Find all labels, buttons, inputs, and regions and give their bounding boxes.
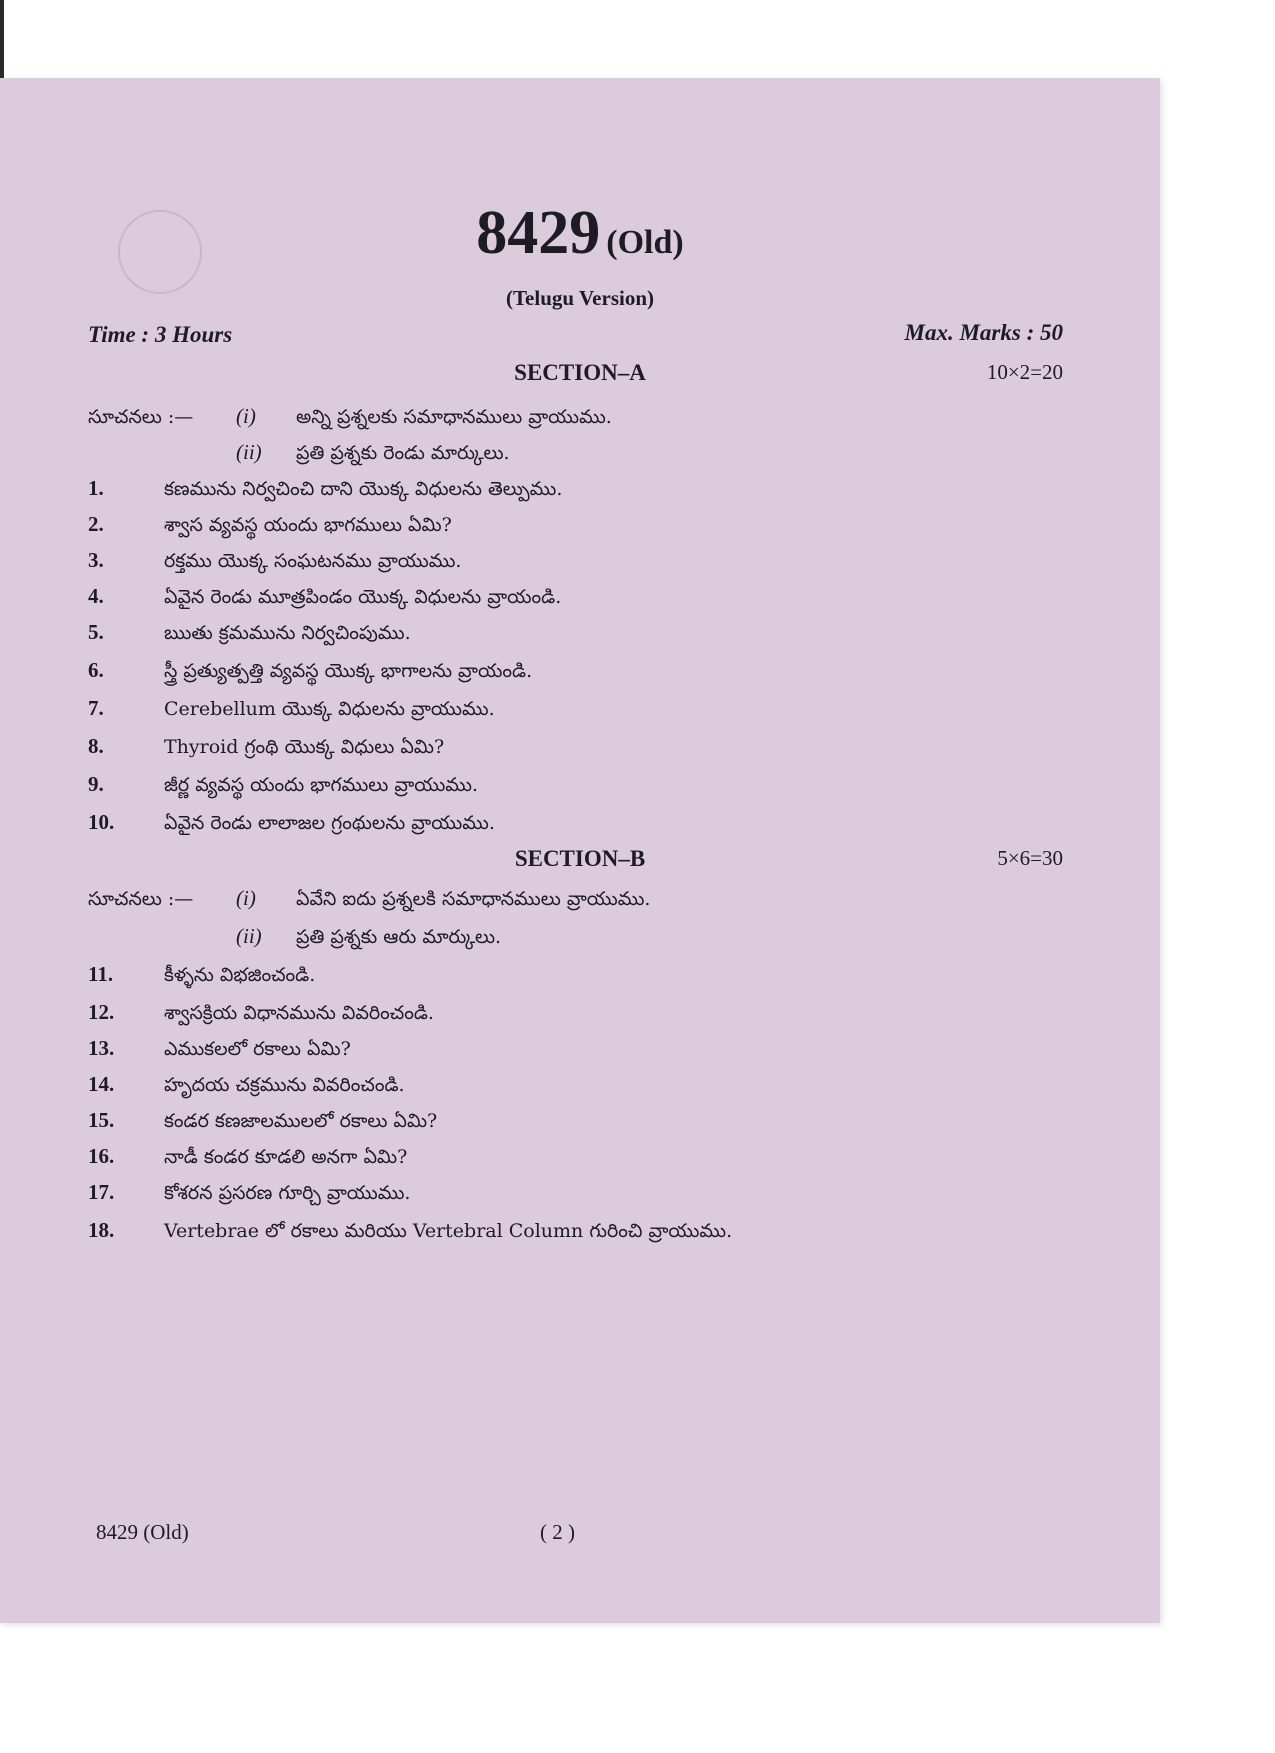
question-item (88, 1218, 732, 1247)
question-number: 1. (88, 476, 104, 500)
question-number: 13. (88, 1036, 115, 1060)
instruction-text: ఏవేని ఐదు ప్రశ్నలకి సమాధానములు వ్రాయుము. (296, 888, 651, 910)
question-item (88, 1108, 437, 1137)
question-item (88, 476, 562, 505)
paper-code-suffix: (Old) (606, 224, 684, 261)
section-b-heading: SECTION–B (514, 846, 646, 871)
paper-code: 8429 (476, 199, 601, 267)
section-a-instruction-2 (236, 440, 510, 469)
question-item (88, 620, 411, 649)
question-item (88, 1072, 405, 1101)
question-number: 4. (88, 584, 104, 608)
question-text: శ్వాస వ్యవస్థ యందు భాగములు ఏమి? (164, 514, 452, 536)
instructions-label: సూచనలు :— (88, 406, 194, 428)
instruction-index: (ii) (236, 924, 262, 948)
question-item (88, 1000, 434, 1029)
instruction-text: ప్రతి ప్రశ్నకు ఆరు మార్కులు. (296, 926, 502, 948)
question-number: 7. (88, 696, 104, 720)
instructions-label: సూచనలు :— (88, 888, 194, 910)
question-item (88, 810, 495, 839)
section-b-marks: 5×6=30 (997, 846, 1063, 870)
page-number: ( 2 ) (540, 1520, 575, 1544)
section-a-marks: 10×2=20 (986, 360, 1063, 384)
version-label: (Telugu Version) (505, 286, 654, 310)
instruction-text: ప్రతి ప్రశ్నకు రెండు మార్కులు. (296, 442, 510, 464)
question-number: 14. (88, 1072, 115, 1096)
question-text: శ్వాసక్రియ విధానమును వివరించండి. (164, 1002, 434, 1024)
question-number: 5. (88, 620, 104, 644)
question-number: 18. (88, 1218, 115, 1242)
question-item (88, 548, 461, 577)
question-item (88, 1036, 351, 1065)
question-number: 9. (88, 772, 104, 796)
question-number: 6. (88, 658, 104, 682)
max-marks-label: Max. Marks : 50 (904, 320, 1063, 345)
question-item (88, 1144, 407, 1173)
question-item (88, 512, 452, 541)
question-item (88, 658, 532, 687)
question-text: నాడీ కండర కూడలి అనగా ఏమి? (164, 1146, 408, 1168)
section-b-instruction-1 (88, 886, 650, 915)
instruction-index: (ii) (236, 440, 262, 464)
question-text: Thyroid గ్రంథి యొక్క విధులు ఏమి? (164, 736, 445, 758)
question-item (88, 696, 495, 725)
paper-code-title (0, 198, 1160, 269)
question-item (88, 584, 561, 613)
question-number: 11. (88, 962, 114, 986)
question-number: 8. (88, 734, 104, 758)
question-text: ఋతు క్రమమును నిర్వచింపుము. (164, 622, 411, 644)
question-text: జీర్ణ వ్యవస్థ యందు భాగములు వ్రాయుము. (164, 774, 479, 796)
question-text: హృదయ చక్రమును వివరించండి. (164, 1074, 405, 1096)
question-number: 16. (88, 1144, 115, 1168)
question-text: కోశరన ప్రసరణ గూర్చి వ్రాయుము. (164, 1182, 411, 1204)
question-text: స్త్రీ ప్రత్యుత్పత్తి వ్యవస్థ యొక్క భాగాలను వ్రాయండి. (164, 660, 533, 682)
instruction-text: అన్ని ప్రశ్నలకు సమాధానములు వ్రాయుము. (296, 406, 612, 428)
question-number: 17. (88, 1180, 115, 1204)
question-text: కీళ్ళను విభజించండి. (164, 964, 316, 986)
scan-edge (0, 0, 4, 80)
question-item (88, 734, 444, 763)
question-text: రక్తము యొక్క సంఘటనము వ్రాయుము. (164, 550, 462, 572)
question-item (88, 962, 315, 991)
question-text: Cerebellum యొక్క విధులను వ్రాయుము. (164, 698, 495, 720)
question-number: 12. (88, 1000, 115, 1024)
question-text: ఎముకలలో రకాలు ఏమి? (164, 1038, 351, 1060)
question-item (88, 1180, 410, 1209)
instruction-index: (i) (236, 404, 256, 428)
question-text: Vertebrae లో రకాలు మరియు Vertebral Column గురించి వ్రాయుము. (164, 1220, 733, 1242)
section-b-instruction-2 (236, 924, 501, 953)
question-text: ఏవైన రెండు లాలాజల గ్రంథులను వ్రాయుము. (164, 812, 495, 834)
question-number: 15. (88, 1108, 115, 1132)
question-number: 2. (88, 512, 104, 536)
section-a-heading: SECTION–A (514, 360, 646, 385)
question-number: 10. (88, 810, 115, 834)
footer-paper-code: 8429 (Old) (96, 1520, 189, 1544)
question-text: కండర కణజాలములలో రకాలు ఏమి? (164, 1110, 438, 1132)
question-text: ఏవైన రెండు మూత్రపిండం యొక్క విధులను వ్రాయండి. (164, 586, 562, 608)
section-a-instruction-1 (88, 404, 612, 433)
question-number: 3. (88, 548, 104, 572)
time-label: Time : 3 Hours (88, 322, 233, 347)
instruction-index: (i) (236, 886, 256, 910)
question-text: కణమును నిర్వచించి దాని యొక్క విధులను తెల్పుము. (164, 478, 563, 500)
question-item (88, 772, 478, 801)
